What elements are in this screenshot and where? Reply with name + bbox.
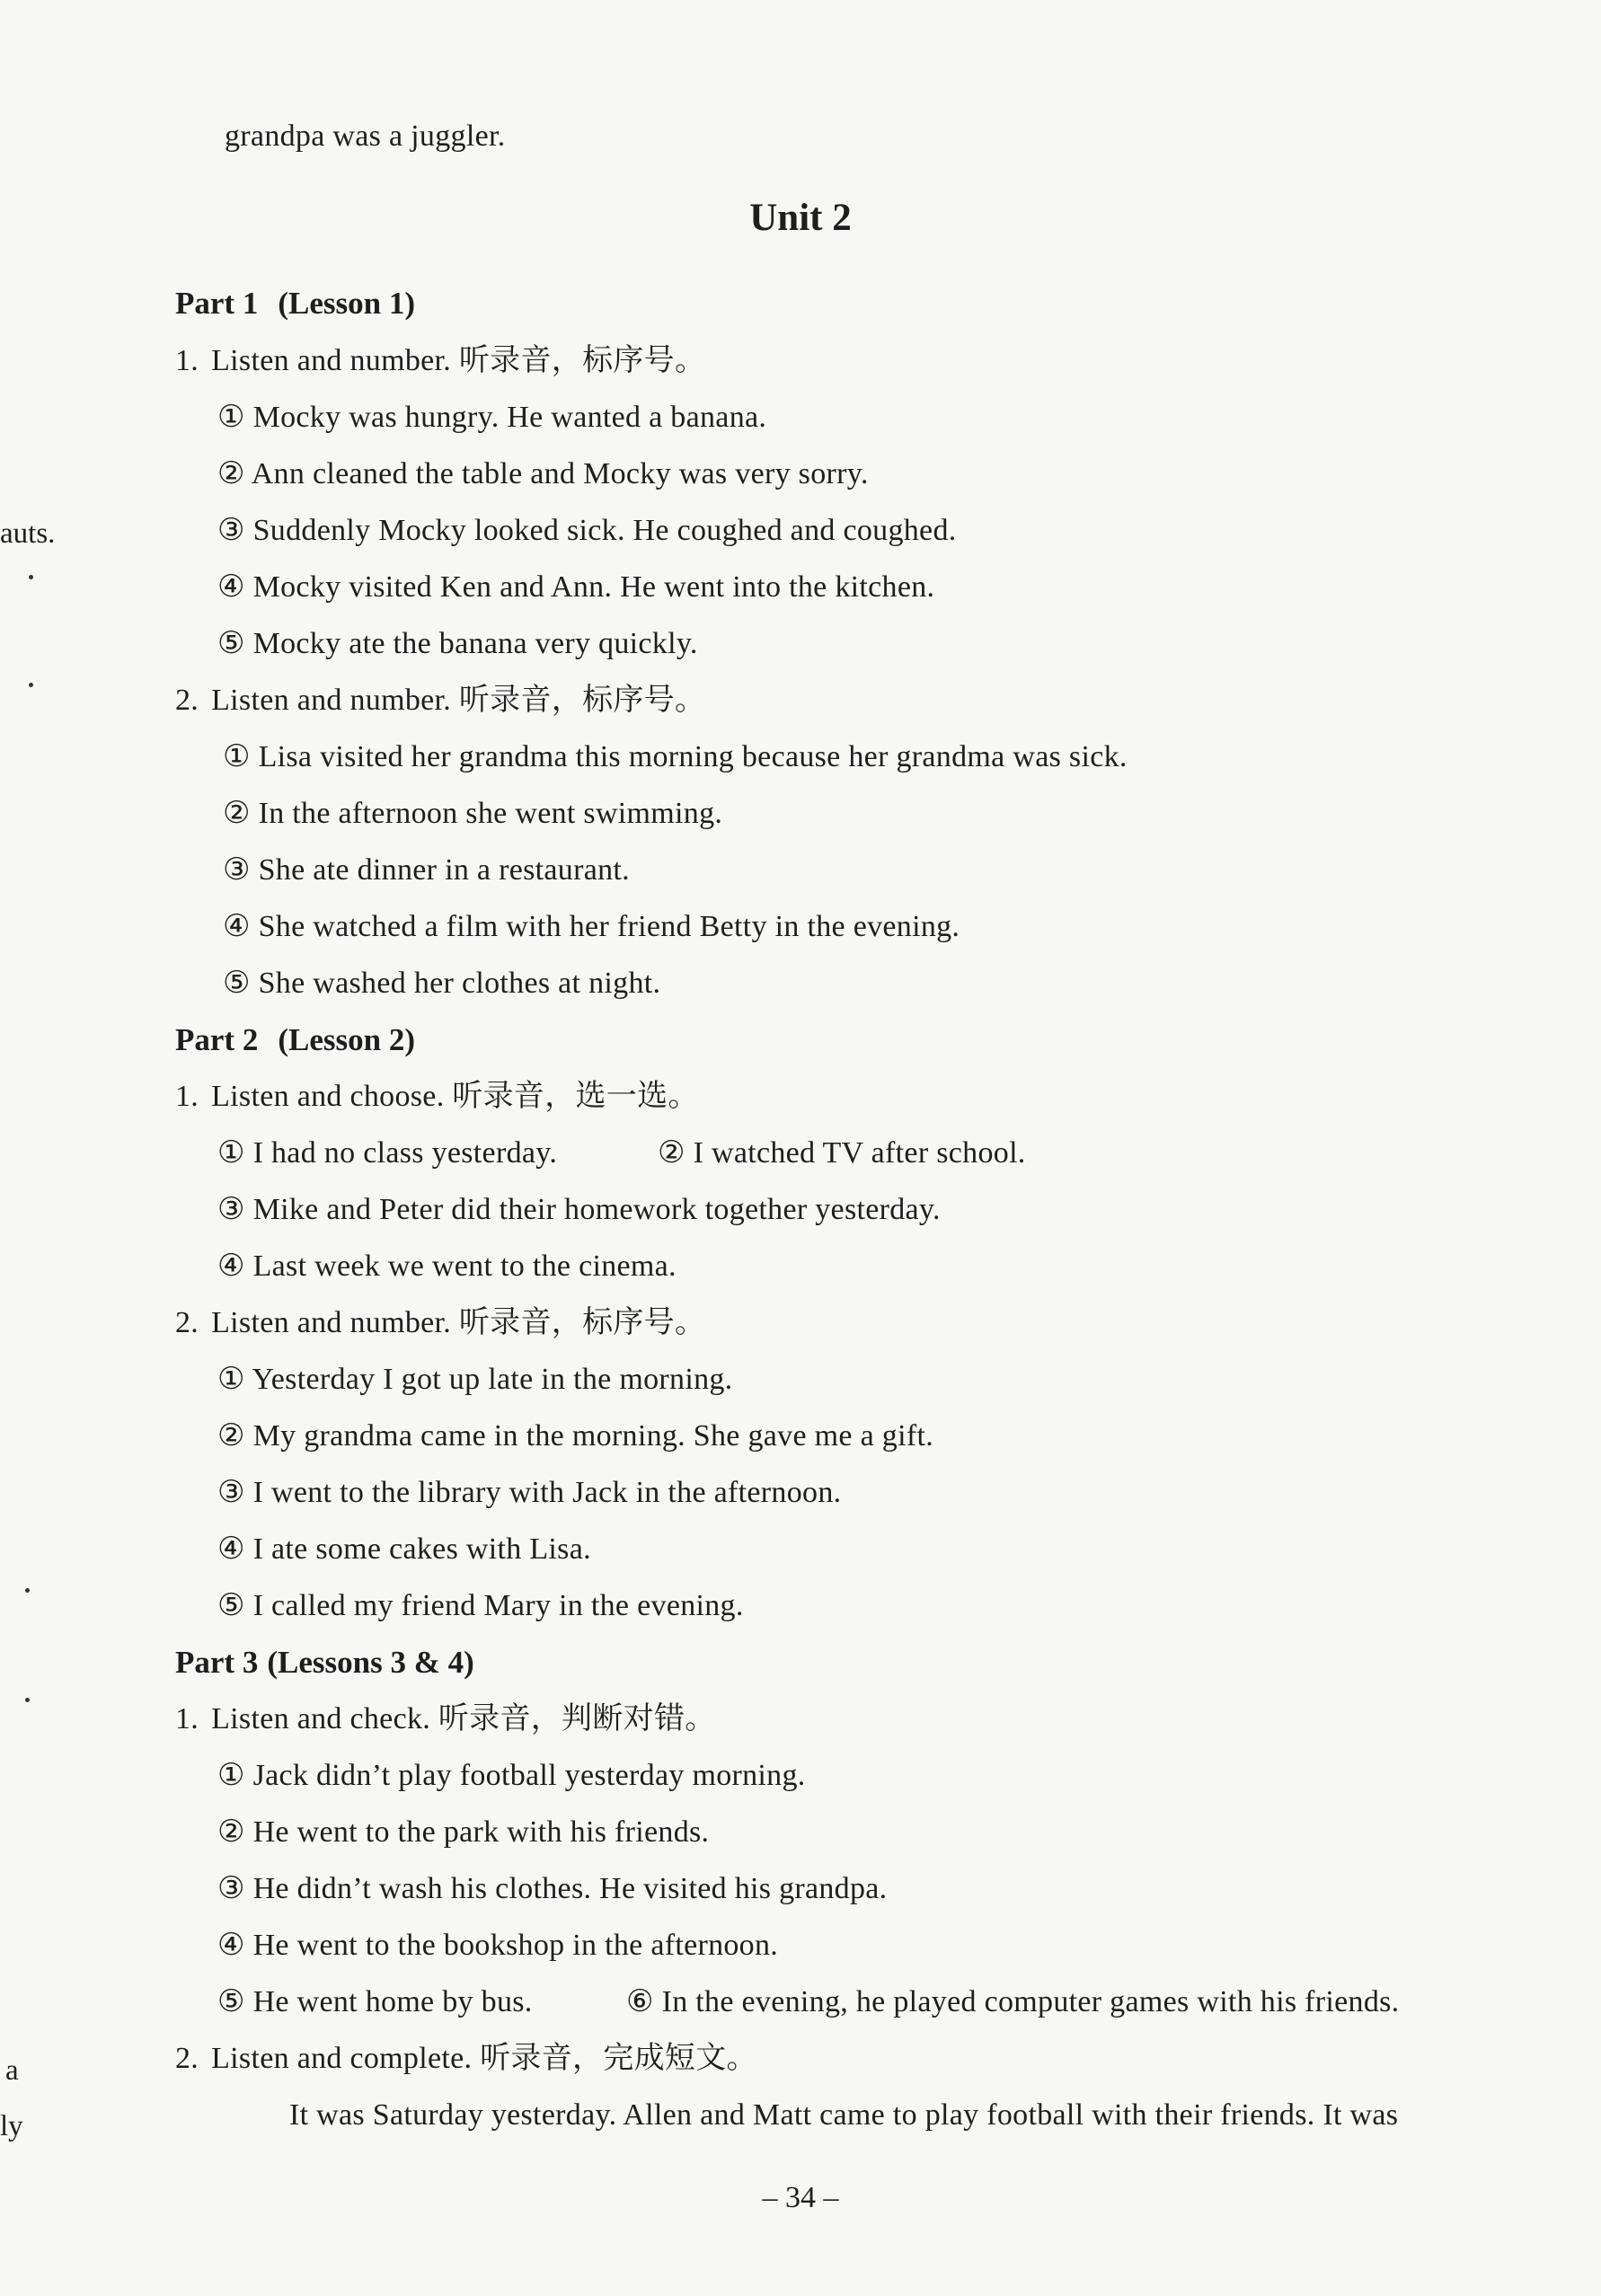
list-item: ④ He went to the bookshop in the afternoon. bbox=[217, 1929, 779, 1962]
exercise-number: 2. bbox=[175, 2042, 199, 2075]
exercise-instruction bbox=[175, 683, 705, 719]
list-item: ② I watched TV after school. bbox=[658, 1136, 1026, 1170]
part-label: Part 2 bbox=[175, 1022, 259, 1057]
exercise-number: 2. bbox=[175, 684, 199, 717]
exercise-instruction bbox=[175, 1305, 705, 1341]
part-heading bbox=[175, 1022, 415, 1058]
margin-fragment: a bbox=[5, 2054, 19, 2087]
unit-title: Unit 2 bbox=[749, 197, 852, 239]
part-label: Part 3 bbox=[175, 1645, 259, 1680]
lesson-label: (Lesson 1) bbox=[278, 286, 415, 321]
margin-dot bbox=[29, 575, 33, 579]
list-item: ② My grandma came in the morning. She gave me a gift. bbox=[217, 1419, 934, 1453]
margin-fragment: auts. bbox=[0, 517, 56, 550]
list-item: ① Mocky was hungry. He wanted a banana. bbox=[217, 401, 767, 434]
list-item: ① Yesterday I got up late in the morning. bbox=[217, 1363, 733, 1396]
list-item: ④ I ate some cakes with Lisa. bbox=[217, 1532, 591, 1566]
list-item: ② He went to the park with his friends. bbox=[217, 1815, 710, 1849]
instruction-text: Listen and choose. 听录音，选一选。 bbox=[211, 1080, 699, 1113]
margin-dot bbox=[25, 1588, 30, 1593]
list-item: ⑤ She washed her clothes at night. bbox=[223, 967, 661, 1000]
part-heading bbox=[175, 286, 415, 322]
part-heading bbox=[175, 1645, 474, 1681]
list-item: ④ Mocky visited Ken and Ann. He went into the kitchen. bbox=[217, 570, 935, 604]
list-item: ⑥ In the evening, he played computer games with his friends. bbox=[626, 1985, 1400, 2018]
exercise-number: 1. bbox=[175, 344, 199, 377]
exercise-number: 2. bbox=[175, 1306, 199, 1339]
lesson-label: (Lessons 3 & 4) bbox=[267, 1645, 474, 1680]
instruction-text: Listen and check. 听录音，判断对错。 bbox=[211, 1702, 716, 1735]
exercise-instruction bbox=[175, 1701, 716, 1737]
instruction-text: Listen and number. 听录音，标序号。 bbox=[211, 684, 706, 717]
list-item: ① I had no class yesterday. bbox=[217, 1136, 558, 1170]
list-item: ② Ann cleaned the table and Mocky was very sorry. bbox=[217, 457, 869, 490]
margin-fragment: ly bbox=[0, 2110, 23, 2142]
exercise-instruction bbox=[175, 1079, 699, 1115]
margin-dot bbox=[29, 683, 33, 687]
exercise-instruction bbox=[175, 2041, 757, 2077]
list-item: ④ Last week we went to the cinema. bbox=[217, 1250, 677, 1283]
part-label: Part 1 bbox=[175, 286, 259, 321]
list-item: ① Jack didn’t play football yesterday morning. bbox=[217, 1759, 806, 1792]
list-item: ③ She ate dinner in a restaurant. bbox=[223, 853, 630, 887]
list-item: ③ He didn’t wash his clothes. He visited his grandpa. bbox=[217, 1872, 888, 1905]
page-number: – 34 – bbox=[762, 2181, 839, 2214]
margin-dot bbox=[25, 1698, 30, 1702]
lesson-label: (Lesson 2) bbox=[278, 1022, 415, 1057]
list-item: ① Lisa visited her grandma this morning because her grandma was sick. bbox=[223, 740, 1128, 773]
list-item: ⑤ I called my friend Mary in the evening. bbox=[217, 1589, 744, 1622]
list-item: ③ Suddenly Mocky looked sick. He coughed and coughed. bbox=[217, 514, 957, 547]
list-item: ⑤ Mocky ate the banana very quickly. bbox=[217, 627, 698, 660]
list-item: ⑤ He went home by bus. bbox=[217, 1985, 533, 2018]
list-item: ③ I went to the library with Jack in the afternoon. bbox=[217, 1476, 842, 1509]
list-item: ③ Mike and Peter did their homework together yesterday. bbox=[217, 1193, 941, 1226]
list-item: ② In the afternoon she went swimming. bbox=[223, 797, 723, 830]
instruction-text: Listen and number. 听录音，标序号。 bbox=[211, 344, 706, 377]
list-item: ④ She watched a film with her friend Betty in the evening. bbox=[223, 910, 960, 943]
instruction-text: Listen and number. 听录音，标序号。 bbox=[211, 1306, 706, 1339]
exercise-number: 1. bbox=[175, 1702, 199, 1735]
passage-text: It was Saturday yesterday. Allen and Matt came to play football with their friends. It was bbox=[289, 2098, 1399, 2132]
exercise-instruction bbox=[175, 343, 705, 379]
continuation-text: grandpa was a juggler. bbox=[225, 119, 506, 153]
exercise-number: 1. bbox=[175, 1080, 199, 1113]
instruction-text: Listen and complete. 听录音，完成短文。 bbox=[211, 2042, 757, 2075]
